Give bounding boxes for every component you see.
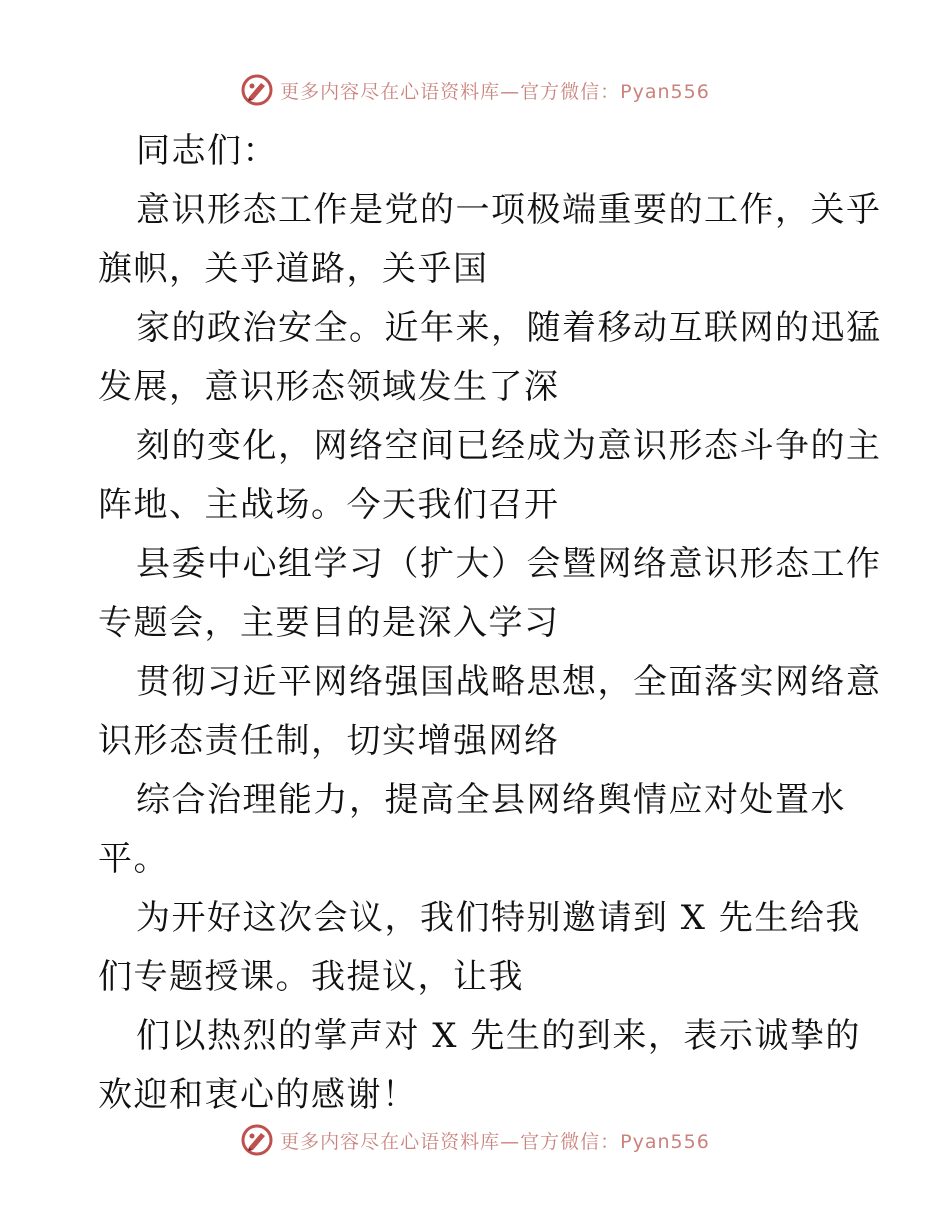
document-text <box>98 122 882 1125</box>
text-line: 阵地、主战场。今天我们召开 <box>98 485 560 525</box>
text-line: 家的政治安全。近年来，随着移动互联网的迅猛 <box>136 308 882 348</box>
text-line: 识形态责任制，切实增强网络 <box>98 721 560 761</box>
text-line: 综合治理能力，提高全县网络舆情应对处置水 <box>136 780 846 820</box>
text-line: 旗帜，关乎道路，关乎国 <box>98 249 489 289</box>
watermark-text: 更多内容尽在心语资料库—官方微信：Pyan556 <box>280 80 710 103</box>
document-body <box>98 122 882 1125</box>
text-line: 专题会，主要目的是深入学习 <box>98 603 560 643</box>
text-line: 发展，意识形态领域发生了深 <box>98 367 560 407</box>
pen-logo-icon <box>240 73 274 107</box>
text-line: 平。 <box>98 839 169 879</box>
footer-watermark <box>0 1120 950 1160</box>
text-line: 县委中心组学习（扩大）会暨网络意识形态工作 <box>136 544 882 584</box>
text-line: 贯彻习近平网络强国战略思想，全面落实网络意 <box>136 662 882 702</box>
text-line: 们专题授课。我提议，让我 <box>98 957 524 997</box>
text-line: 欢迎和衷心的感谢！ <box>98 1075 418 1115</box>
text-line: 们以热烈的掌声对 X 先生的到来，表示诚挚的 <box>136 1016 861 1056</box>
text-line: 刻的变化，网络空间已经成为意识形态斗争的主 <box>136 426 882 466</box>
text-line: 同志们： <box>136 131 278 171</box>
header-watermark <box>0 70 950 110</box>
watermark-text: 更多内容尽在心语资料库—官方微信：Pyan556 <box>280 1130 710 1153</box>
text-line: 为开好这次会议，我们特别邀请到 X 先生给我 <box>136 898 861 938</box>
text-line: 意识形态工作是党的一项极端重要的工作，关乎 <box>136 190 882 230</box>
pen-logo-icon <box>240 1123 274 1157</box>
